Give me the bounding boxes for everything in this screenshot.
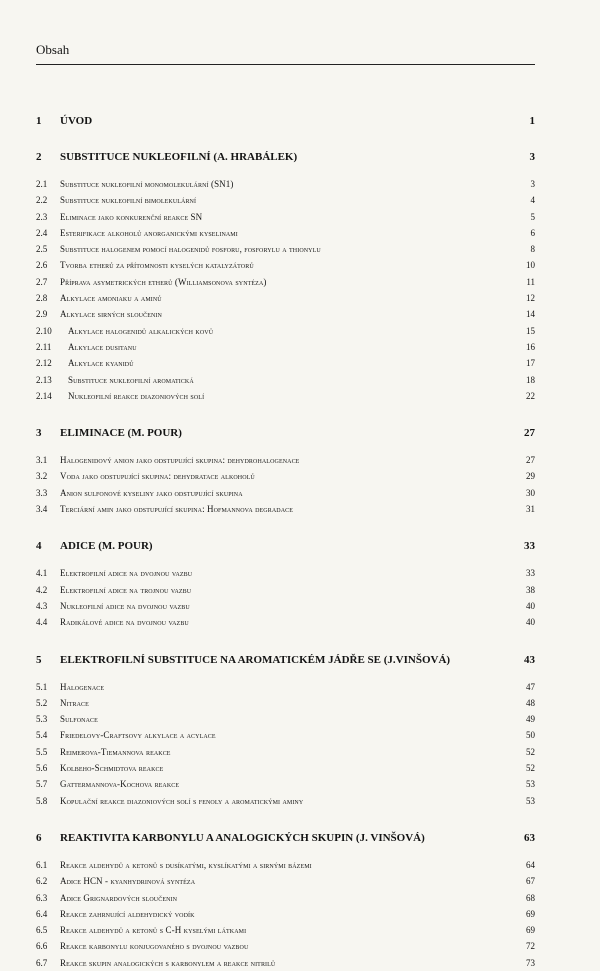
section-number: 5.4: [36, 730, 48, 741]
chapter-spacer: [36, 128, 535, 150]
section-title: Substituce nukleofilní aromatická: [68, 374, 194, 385]
chapter-page-number: 43: [524, 653, 535, 666]
section-number: 6.5: [36, 925, 48, 936]
chapter-page-number: 1: [529, 115, 535, 127]
section-number: 2.13: [36, 374, 52, 385]
toc-section-entry[interactable]: [36, 582, 535, 598]
toc-section-entry[interactable]: [36, 176, 535, 192]
section-page-number: 52: [526, 746, 535, 757]
section-page-number: 72: [526, 941, 535, 952]
section-title: Reakce zahrnující aldehydický vodík: [60, 908, 195, 919]
toc-chapter-entry[interactable]: [36, 150, 535, 164]
toc-section-entry[interactable]: [36, 257, 535, 273]
toc-section-entry[interactable]: [36, 565, 535, 581]
toc-chapter-entry[interactable]: [36, 539, 535, 553]
toc-section-entry[interactable]: [36, 388, 535, 404]
section-title: Sulfonace: [60, 714, 98, 725]
section-page-number: 52: [526, 763, 535, 774]
section-page-number: 48: [526, 697, 535, 708]
toc-section-entry[interactable]: [36, 468, 535, 484]
section-number: 5.8: [36, 795, 48, 806]
section-title: Reakce karbonylu konjugovaného s dvojnou vazbou: [60, 941, 249, 952]
section-title: Friedelovy-Craftsovy alkylace a acylace: [60, 730, 216, 741]
section-number: 4.4: [36, 617, 48, 628]
toc-section-entry[interactable]: [36, 614, 535, 630]
section-title: Alkylace kyanidů: [68, 358, 134, 369]
section-number: 4.3: [36, 600, 48, 611]
section-title: Eliminace jako konkurenční reakce SN: [60, 211, 203, 222]
chapter-number: 1: [36, 115, 42, 127]
section-page-number: 30: [526, 487, 535, 498]
toc-section-entry[interactable]: [36, 695, 535, 711]
chapter-number: 4: [36, 540, 42, 553]
toc-section-entry[interactable]: [36, 793, 535, 809]
section-page-number: 12: [526, 293, 535, 304]
section-page-number: 3: [530, 179, 535, 189]
toc-chapter-entry[interactable]: [36, 831, 535, 845]
toc-section-entry[interactable]: [36, 452, 535, 468]
toc-section-entry[interactable]: [36, 711, 535, 727]
chapter-title: ÚVOD: [60, 115, 93, 127]
section-page-number: 4: [530, 195, 535, 206]
section-page-number: 47: [526, 681, 535, 692]
chapter-spacer: [36, 631, 535, 653]
section-title: Substituce halogenem pomocí halogenidů fosforu, fosforylu a thionylu: [60, 244, 321, 255]
toc-section-entry[interactable]: [36, 955, 535, 971]
header-rule: [36, 64, 535, 65]
section-page-number: 68: [526, 892, 535, 903]
section-page-number: 69: [526, 925, 535, 936]
section-spacer: [36, 164, 535, 176]
section-page-number: 14: [526, 309, 535, 320]
section-title: Nitrace: [60, 697, 89, 708]
section-page-number: 49: [526, 714, 535, 725]
section-page-number: 29: [526, 471, 535, 482]
chapter-title: ELIMINACE (M. POUR): [60, 427, 182, 440]
section-number: 5.2: [36, 697, 48, 708]
section-spacer: [36, 440, 535, 452]
section-page-number: 69: [526, 908, 535, 919]
section-page-number: 15: [526, 325, 535, 336]
section-title: Adice HCN - kyanhydrinová syntéza: [60, 876, 196, 887]
chapter-spacer: [36, 809, 535, 831]
section-number: 5.6: [36, 763, 48, 774]
toc-section-entry[interactable]: [36, 679, 535, 695]
section-page-number: 67: [526, 876, 535, 887]
section-page-number: 22: [526, 390, 535, 401]
toc-section-entry[interactable]: [36, 209, 535, 225]
chapter-title: SUBSTITUCE NUKLEOFILNÍ (A. HRABÁLEK): [60, 151, 298, 163]
toc-section-entry[interactable]: [36, 598, 535, 614]
toc-section-entry[interactable]: [36, 501, 535, 517]
section-number: 6.3: [36, 892, 48, 903]
section-page-number: 64: [526, 859, 535, 870]
section-title: Kolbeho-Schmidtova reakce: [60, 763, 164, 774]
section-number: 4.2: [36, 584, 48, 595]
section-number: 2.6: [36, 260, 48, 271]
toc-section-entry[interactable]: [36, 744, 535, 760]
section-number: 6.7: [36, 957, 48, 968]
section-number: 2.2: [36, 195, 48, 206]
section-spacer: [36, 553, 535, 565]
section-page-number: 6: [530, 227, 535, 238]
toc-section-entry[interactable]: [36, 760, 535, 776]
section-page-number: 17: [526, 358, 535, 369]
section-title: Substituce nukleofilní monomolekulární (SN1): [60, 179, 234, 189]
toc-section-entry[interactable]: [36, 922, 535, 938]
section-title: Substituce nukleofilní bimolekulární: [60, 195, 197, 206]
section-title: Alkylace dusitanu: [68, 341, 137, 352]
section-title: Tvorba etherů za přítomnosti kyselých katalyzátorů: [60, 260, 254, 271]
section-page-number: 53: [526, 795, 535, 806]
section-number: 6.1: [36, 859, 48, 870]
chapter-number: 5: [36, 653, 42, 666]
section-title: Alkylace amoniaku a aminů: [60, 293, 162, 304]
toc-section-entry[interactable]: [36, 192, 535, 208]
chapter-page-number: 33: [524, 540, 535, 553]
section-number: 5.7: [36, 779, 48, 790]
toc-chapter-entry[interactable]: [36, 114, 535, 128]
section-number: 5.5: [36, 746, 48, 757]
toc-section-entry[interactable]: [36, 355, 535, 371]
page-header-title: Obsah: [36, 42, 70, 57]
toc-section-entry[interactable]: [36, 906, 535, 922]
section-title: Reakce aldehydů a ketonů s C-H kyselými látkami: [60, 925, 247, 936]
chapter-title: ADICE (M. POUR): [60, 540, 153, 553]
section-number: 2.10: [36, 325, 52, 336]
section-title: Voda jako odstupující skupina: dehydratace alkoholů: [60, 471, 255, 482]
section-number: 2.7: [36, 276, 48, 287]
chapter-number: 2: [36, 151, 42, 163]
chapter-title: ELEKTROFILNÍ SUBSTITUCE NA AROMATICKÉM JÁDŘE SE (J.VINŠOVÁ): [60, 653, 451, 666]
section-title: Elektrofilní adice na dvojnou vazbu: [60, 568, 193, 579]
toc-section-entry[interactable]: [36, 890, 535, 906]
section-title: Nukleofilní reakce diazoniových solí: [68, 390, 205, 401]
section-number: 2.9: [36, 309, 48, 320]
section-title: Příprava asymetrických etherů (Williamsonova syntéza): [60, 276, 267, 287]
section-title: Anion sulfonové kyseliny jako odstupující skupina: [60, 487, 243, 498]
section-title: Halogenidový anion jako odstupující skupina: dehydrohalogenace: [60, 455, 300, 466]
toc-section-entry[interactable]: [36, 873, 535, 889]
section-title: Alkylace sirných sloučenin: [60, 309, 162, 320]
toc-section-entry[interactable]: [36, 339, 535, 355]
toc-section-entry[interactable]: [36, 323, 535, 339]
section-number: 2.1: [36, 179, 48, 189]
toc-section-entry[interactable]: [36, 372, 535, 388]
section-page-number: 5: [530, 211, 535, 222]
section-page-number: 10: [526, 260, 535, 271]
section-title: Halogenace: [60, 681, 105, 692]
section-number: 6.4: [36, 908, 48, 919]
section-title: Reakce skupin analogických s karbonylem a reakce nitrilů: [60, 957, 276, 968]
toc-section-entry[interactable]: [36, 274, 535, 290]
section-number: 3.3: [36, 487, 48, 498]
chapter-page-number: 3: [529, 151, 535, 163]
section-title: Alkylace halogenidů alkalických kovů: [68, 325, 214, 336]
section-number: 5.1: [36, 681, 48, 692]
section-page-number: 50: [526, 730, 535, 741]
section-number: 6.2: [36, 876, 48, 887]
section-title: Adice Grignardových sloučenin: [60, 892, 178, 903]
chapter-spacer: [36, 404, 535, 426]
toc-section-entry[interactable]: [36, 225, 535, 241]
section-title: Reakce aldehydů a ketonů s dusíkatými, kyslíkatými a sirnými bázemi: [60, 859, 312, 870]
toc-section-entry[interactable]: [36, 857, 535, 873]
chapter-page-number: 27: [524, 427, 535, 440]
section-page-number: 31: [526, 504, 535, 515]
section-page-number: 33: [526, 568, 535, 579]
chapter-number: 3: [36, 427, 42, 440]
toc-chapter-entry[interactable]: [36, 653, 535, 667]
section-number: 2.4: [36, 227, 48, 238]
section-page-number: 38: [526, 584, 535, 595]
toc-section-entry[interactable]: [36, 776, 535, 792]
section-title: Reimerova-Tiemannova reakce: [60, 746, 171, 757]
chapter-spacer: [36, 517, 535, 539]
section-spacer: [36, 667, 535, 679]
section-number: 6.6: [36, 941, 48, 952]
section-title: Terciární amin jako odstupující skupina: Hofmannova degradace: [60, 504, 293, 515]
toc-chapter-entry[interactable]: [36, 426, 535, 440]
section-number: 2.5: [36, 244, 48, 255]
toc-section-entry[interactable]: [36, 241, 535, 257]
section-title: Esterifikace alkoholů anorganickými kyselinami: [60, 227, 238, 238]
section-page-number: 53: [526, 779, 535, 790]
section-page-number: 73: [526, 957, 535, 968]
section-page-number: 40: [526, 600, 535, 611]
section-page-number: 8: [530, 244, 535, 255]
table-of-contents: [36, 114, 535, 971]
section-number: 3.4: [36, 504, 48, 515]
section-title: Nukleofilní adice na dvojnou vazbu: [60, 600, 190, 611]
toc-section-entry[interactable]: [36, 306, 535, 322]
section-number: 3.2: [36, 471, 48, 482]
toc-section-entry[interactable]: [36, 290, 535, 306]
section-title: Gattermannova-Kochova reakce: [60, 779, 180, 790]
section-page-number: 27: [526, 455, 535, 466]
section-title: Elektrofilní adice na trojnou vazbu: [60, 584, 192, 595]
toc-section-entry[interactable]: [36, 727, 535, 743]
toc-section-entry[interactable]: [36, 485, 535, 501]
section-number: 3.1: [36, 455, 48, 466]
section-number: 2.14: [36, 390, 52, 401]
toc-section-entry[interactable]: [36, 938, 535, 954]
section-page-number: 16: [526, 341, 535, 352]
section-title: Kopulační reakce diazoniových solí s fenoly a aromatickými aminy: [60, 795, 304, 806]
section-page-number: 40: [526, 617, 535, 628]
chapter-number: 6: [36, 831, 42, 844]
section-title: Radikálové adice na dvojnou vazbu: [60, 617, 189, 628]
chapter-page-number: 63: [524, 831, 535, 844]
section-number: 2.8: [36, 293, 48, 304]
section-number: 2.12: [36, 358, 52, 369]
section-number: 2.11: [36, 341, 52, 352]
section-spacer: [36, 845, 535, 857]
chapter-title: REAKTIVITA KARBONYLU A ANALOGICKÝCH SKUPIN (J. VINŠOVÁ): [60, 831, 425, 844]
section-number: 5.3: [36, 714, 48, 725]
section-page-number: 18: [526, 374, 535, 385]
section-number: 4.1: [36, 568, 48, 579]
section-page-number: 11: [526, 276, 535, 287]
section-number: 2.3: [36, 211, 48, 222]
